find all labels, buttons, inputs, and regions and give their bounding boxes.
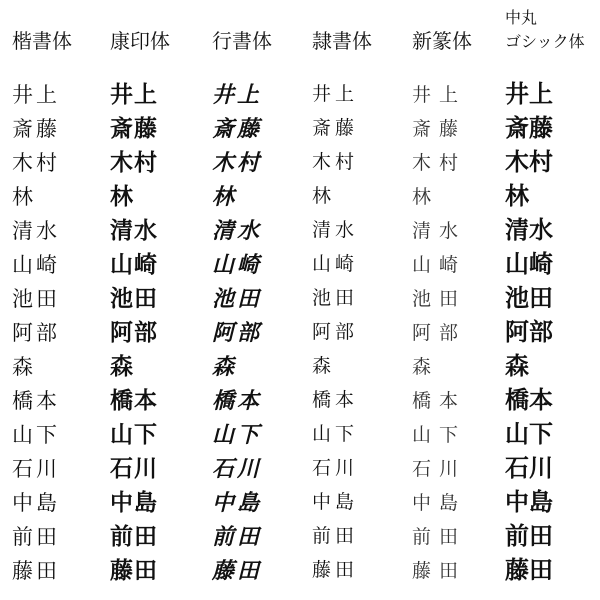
cell-kaisho: 清水 <box>12 219 60 243</box>
sample-row <box>0 452 600 486</box>
cell-gyosho: 藤田 <box>212 558 263 584</box>
cell-shinten: 林 <box>412 186 440 208</box>
sample-rows <box>0 78 600 588</box>
cell-maru-gothic: 木村 <box>505 149 553 176</box>
cell-reisho: 池田 <box>312 288 359 309</box>
cell-kaisho: 池田 <box>12 287 60 311</box>
cell-maru-gothic: 森 <box>505 353 529 380</box>
sample-row <box>0 146 600 180</box>
cell-reisho: 藤田 <box>312 560 359 581</box>
cell-shinten: 藤田 <box>412 560 467 582</box>
cell-kaisho: 山下 <box>12 423 60 447</box>
cell-maru-gothic: 中島 <box>505 489 553 516</box>
cell-koin: 斎藤 <box>110 116 158 142</box>
cell-maru-gothic: 清水 <box>505 217 553 244</box>
cell-maru-gothic: 林 <box>505 183 529 210</box>
cell-gyosho: 清水 <box>212 218 263 244</box>
cell-shinten: 斎藤 <box>412 118 467 140</box>
cell-gyosho: 林 <box>212 184 238 210</box>
cell-koin: 前田 <box>110 524 158 550</box>
cell-maru-gothic: 前田 <box>505 523 553 550</box>
header-row <box>0 0 600 64</box>
cell-gyosho: 中島 <box>212 490 263 516</box>
cell-kaisho: 林 <box>12 185 36 209</box>
cell-shinten: 橋本 <box>412 390 467 412</box>
cell-reisho: 森 <box>312 356 336 377</box>
cell-gyosho: 阿部 <box>212 320 263 346</box>
cell-kaisho: 前田 <box>12 525 60 549</box>
cell-maru-gothic: 山下 <box>505 421 553 448</box>
cell-gyosho: 井上 <box>212 82 263 108</box>
sample-row <box>0 418 600 452</box>
cell-shinten: 山崎 <box>412 254 467 276</box>
cell-koin: 藤田 <box>110 558 158 584</box>
cell-gyosho: 斎藤 <box>212 116 263 142</box>
cell-maru-gothic: 橋本 <box>505 387 553 414</box>
cell-gyosho: 前田 <box>212 524 263 550</box>
cell-kaisho: 橋本 <box>12 389 60 413</box>
cell-koin: 阿部 <box>110 320 158 346</box>
sample-row <box>0 554 600 588</box>
cell-maru-gothic: 石川 <box>505 455 553 482</box>
cell-reisho: 前田 <box>312 526 359 547</box>
cell-shinten: 清水 <box>412 220 467 242</box>
cell-kaisho: 斎藤 <box>12 117 60 141</box>
cell-shinten: 山下 <box>412 424 467 446</box>
sample-row <box>0 350 600 384</box>
cell-kaisho: 石川 <box>12 457 60 481</box>
cell-gyosho: 山下 <box>212 422 263 448</box>
header-maru-gothic <box>505 6 585 60</box>
cell-shinten: 池田 <box>412 288 467 310</box>
cell-koin: 森 <box>110 354 134 380</box>
cell-shinten: 森 <box>412 356 440 378</box>
cell-kaisho: 阿部 <box>12 321 60 345</box>
cell-kaisho: 山崎 <box>12 253 60 277</box>
cell-gyosho: 池田 <box>212 286 263 312</box>
cell-kaisho: 木村 <box>12 151 60 175</box>
cell-maru-gothic: 池田 <box>505 285 553 312</box>
sample-row <box>0 214 600 248</box>
cell-kaisho: 井上 <box>12 83 60 107</box>
sample-row <box>0 248 600 282</box>
cell-koin: 池田 <box>110 286 158 312</box>
header-shinten: 新篆体 <box>412 29 472 53</box>
cell-shinten: 井上 <box>412 84 467 106</box>
cell-kaisho: 藤田 <box>12 559 60 583</box>
cell-maru-gothic: 藤田 <box>505 557 553 584</box>
cell-koin: 木村 <box>110 150 158 176</box>
cell-kaisho: 中島 <box>12 491 60 515</box>
sample-row <box>0 384 600 418</box>
cell-gyosho: 橋本 <box>212 388 263 414</box>
cell-koin: 井上 <box>110 82 158 108</box>
sample-row <box>0 316 600 350</box>
cell-reisho: 清水 <box>312 220 359 241</box>
header-reisho: 隷書体 <box>312 29 372 53</box>
header-gyosho: 行書体 <box>212 29 272 53</box>
cell-koin: 清水 <box>110 218 158 244</box>
cell-koin: 中島 <box>110 490 158 516</box>
header-maru-gothic-line2: ゴシック体 <box>505 32 585 51</box>
cell-reisho: 中島 <box>312 492 359 513</box>
sample-row <box>0 520 600 554</box>
cell-maru-gothic: 斎藤 <box>505 115 553 142</box>
header-kaisho: 楷書体 <box>12 29 72 53</box>
cell-reisho: 阿部 <box>312 322 359 343</box>
cell-koin: 山崎 <box>110 252 158 278</box>
cell-reisho: 斎藤 <box>312 118 359 139</box>
header-maru-gothic-line1: 中丸 <box>505 8 538 27</box>
cell-koin: 山下 <box>110 422 158 448</box>
cell-kaisho: 森 <box>12 355 36 379</box>
cell-gyosho: 木村 <box>212 150 263 176</box>
cell-gyosho: 森 <box>212 354 238 380</box>
cell-shinten: 石川 <box>412 458 467 480</box>
cell-reisho: 石川 <box>312 458 359 479</box>
cell-maru-gothic: 井上 <box>505 81 553 108</box>
sample-row <box>0 282 600 316</box>
cell-shinten: 中島 <box>412 492 467 514</box>
cell-reisho: 山下 <box>312 424 359 445</box>
cell-reisho: 橋本 <box>312 390 359 411</box>
sample-row <box>0 486 600 520</box>
cell-shinten: 木村 <box>412 152 467 174</box>
cell-maru-gothic: 阿部 <box>505 319 553 346</box>
cell-maru-gothic: 山崎 <box>505 251 553 278</box>
cell-gyosho: 山崎 <box>212 252 263 278</box>
sample-row <box>0 112 600 146</box>
cell-gyosho: 石川 <box>212 456 263 482</box>
cell-koin: 林 <box>110 184 134 210</box>
cell-reisho: 井上 <box>312 84 359 105</box>
header-koin: 康印体 <box>110 29 170 53</box>
cell-reisho: 木村 <box>312 152 359 173</box>
cell-koin: 橋本 <box>110 388 158 414</box>
cell-shinten: 前田 <box>412 526 467 548</box>
cell-reisho: 山崎 <box>312 254 359 275</box>
cell-reisho: 林 <box>312 186 336 207</box>
cell-koin: 石川 <box>110 456 158 482</box>
cell-shinten: 阿部 <box>412 322 467 344</box>
sample-row <box>0 180 600 214</box>
sample-row <box>0 78 600 112</box>
